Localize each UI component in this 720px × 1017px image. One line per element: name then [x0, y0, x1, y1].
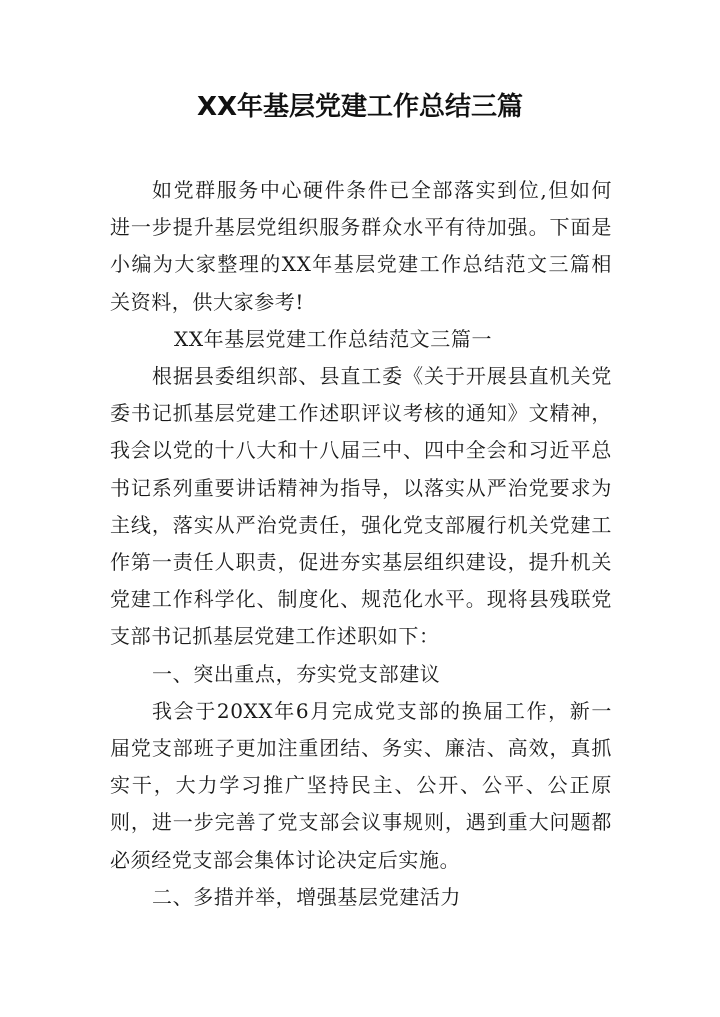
section-heading-1: 一、突出重点，夯实党支部建议	[152, 661, 441, 686]
section-heading-2: 二、多措并举，增强基层党建活力	[152, 884, 461, 909]
section-heading: XX年基层党建工作总结范文三篇一	[174, 326, 493, 351]
body-paragraph: 我会于20XX年6月完成党支部的换届工作，新一届党支部班子更加注重团结、务实、廉洁、高效，真抓实干，大力学习推广坚持民主、公开、公平、公正原则，进一步完善了党支部会议事规则，遇到重大问题都必须经党支部会集体讨论决定后实施。	[110, 698, 612, 872]
intro-paragraph: 如党群服务中心硬件条件已全部落实到位,但如何进一步提升基层党组织服务群众水平有待加强。下面是小编为大家整理的XX年基层党建工作总结范文三篇相关资料，供大家参考!	[110, 178, 612, 314]
document-title: XX年基层党建工作总结三篇	[196, 92, 524, 122]
document-body	[110, 172, 612, 916]
body-paragraph: 根据县委组织部、县直工委《关于开展县直机关党委书记抓基层党建工作述职评议考核的通知》文精神，我会以党的十八大和十八届三中、四中全会和习近平总书记系列重要讲话精神为指导，以落实从严治党要求为主线，落实从严治党责任，强化党支部履行机关党建工作第一责任人职责，促进夯实基层组织建设，提升机关党建工作科学化、制度化、规范化水平。现将县残联党支部书记抓基层党建工作述职如下：	[110, 364, 612, 649]
